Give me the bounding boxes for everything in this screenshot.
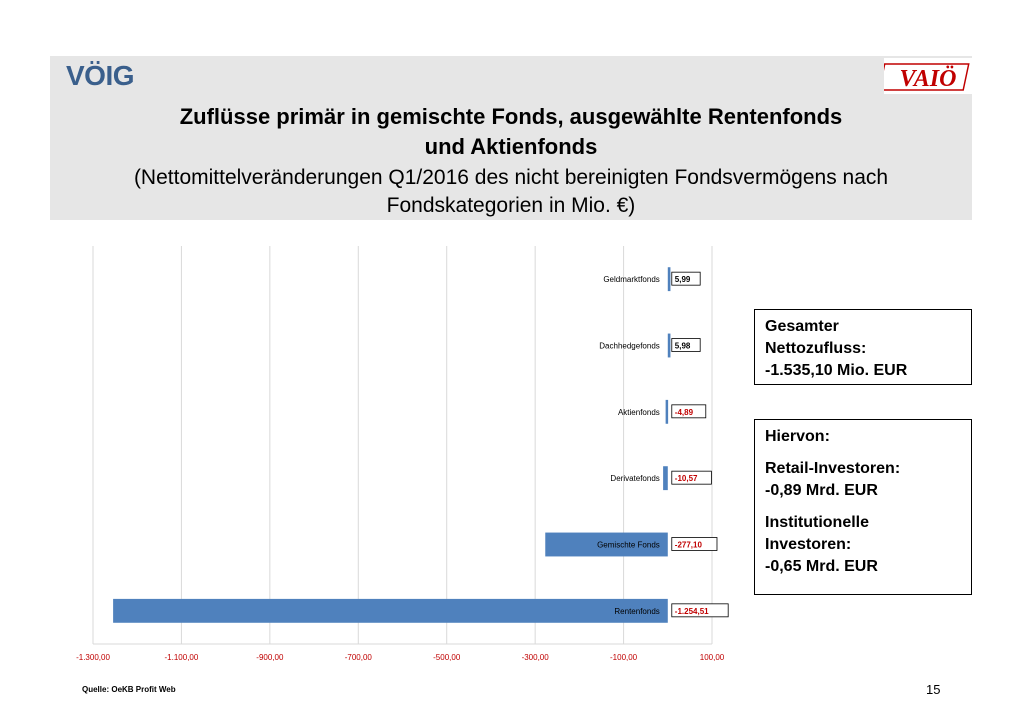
total-line-1: Gesamter bbox=[765, 318, 839, 335]
value-label: -10,57 bbox=[674, 474, 698, 484]
x-tick-label: -1.300,00 bbox=[76, 653, 110, 662]
bar-chart bbox=[60, 240, 740, 670]
retail-line-2: -0,89 Mrd. EUR bbox=[765, 482, 878, 499]
category-label: Geldmarktfonds bbox=[603, 275, 660, 285]
x-tick-label: -100,00 bbox=[610, 653, 638, 662]
bar-0 bbox=[668, 267, 671, 291]
retail-line-1: Retail-Investoren: bbox=[765, 460, 901, 477]
x-tick-label: -500,00 bbox=[433, 653, 461, 662]
value-label: -277,10 bbox=[674, 540, 702, 550]
value-label: 5,99 bbox=[674, 275, 691, 285]
vaioe-logo bbox=[884, 58, 972, 94]
value-label: -4,89 bbox=[674, 407, 694, 417]
category-label: Aktienfonds bbox=[617, 407, 660, 417]
x-tick-label: -1.100,00 bbox=[164, 653, 199, 662]
total-flow-box bbox=[754, 309, 972, 385]
total-line-3: -1.535,10 Mio. EUR bbox=[765, 362, 908, 379]
x-tick-label: 100,00 bbox=[699, 653, 725, 662]
category-label: Gemischte Fonds bbox=[597, 540, 660, 550]
bar-5 bbox=[113, 599, 668, 623]
vaioe-logo-text: VAIÖ bbox=[899, 66, 957, 92]
x-tick-label: -900,00 bbox=[256, 653, 284, 662]
x-tick-label: -700,00 bbox=[344, 653, 372, 662]
breakdown-heading: Hiervon: bbox=[765, 428, 830, 445]
value-label: 5,98 bbox=[674, 341, 691, 351]
page-title bbox=[50, 102, 972, 162]
category-label: Rentenfonds bbox=[614, 606, 660, 616]
page-subtitle bbox=[50, 164, 972, 220]
title-line-1: Zuflüsse primär in gemischte Fonds, ausgewählte Rentenfonds bbox=[179, 104, 843, 129]
subtitle-line-2: Fondskategorien in Mio. €) bbox=[386, 194, 636, 217]
voeig-logo: VÖIG bbox=[66, 60, 135, 91]
bar-1 bbox=[668, 334, 671, 358]
title-line-2: und Aktienfonds bbox=[424, 134, 598, 159]
category-label: Derivatefonds bbox=[610, 474, 660, 484]
source-note: Quelle: OeKB Profit Web bbox=[82, 685, 176, 694]
bar-3 bbox=[663, 466, 668, 490]
value-label: -1.254,51 bbox=[674, 606, 709, 616]
breakdown-box bbox=[754, 419, 972, 595]
x-tick-label: -300,00 bbox=[521, 653, 549, 662]
institutional-line-2: Investoren: bbox=[765, 536, 852, 553]
total-line-2: Nettozufluss: bbox=[765, 340, 867, 357]
subtitle-line-1: (Nettomittelveränderungen Q1/2016 des nicht bereinigten Fondsvermögens nach bbox=[133, 166, 889, 189]
page-number: 15 bbox=[926, 682, 941, 697]
bar-2 bbox=[666, 400, 669, 424]
institutional-line-3: -0,65 Mrd. EUR bbox=[765, 558, 878, 575]
institutional-line-1: Institutionelle bbox=[765, 514, 869, 531]
category-label: Dachhedgefonds bbox=[599, 341, 660, 351]
